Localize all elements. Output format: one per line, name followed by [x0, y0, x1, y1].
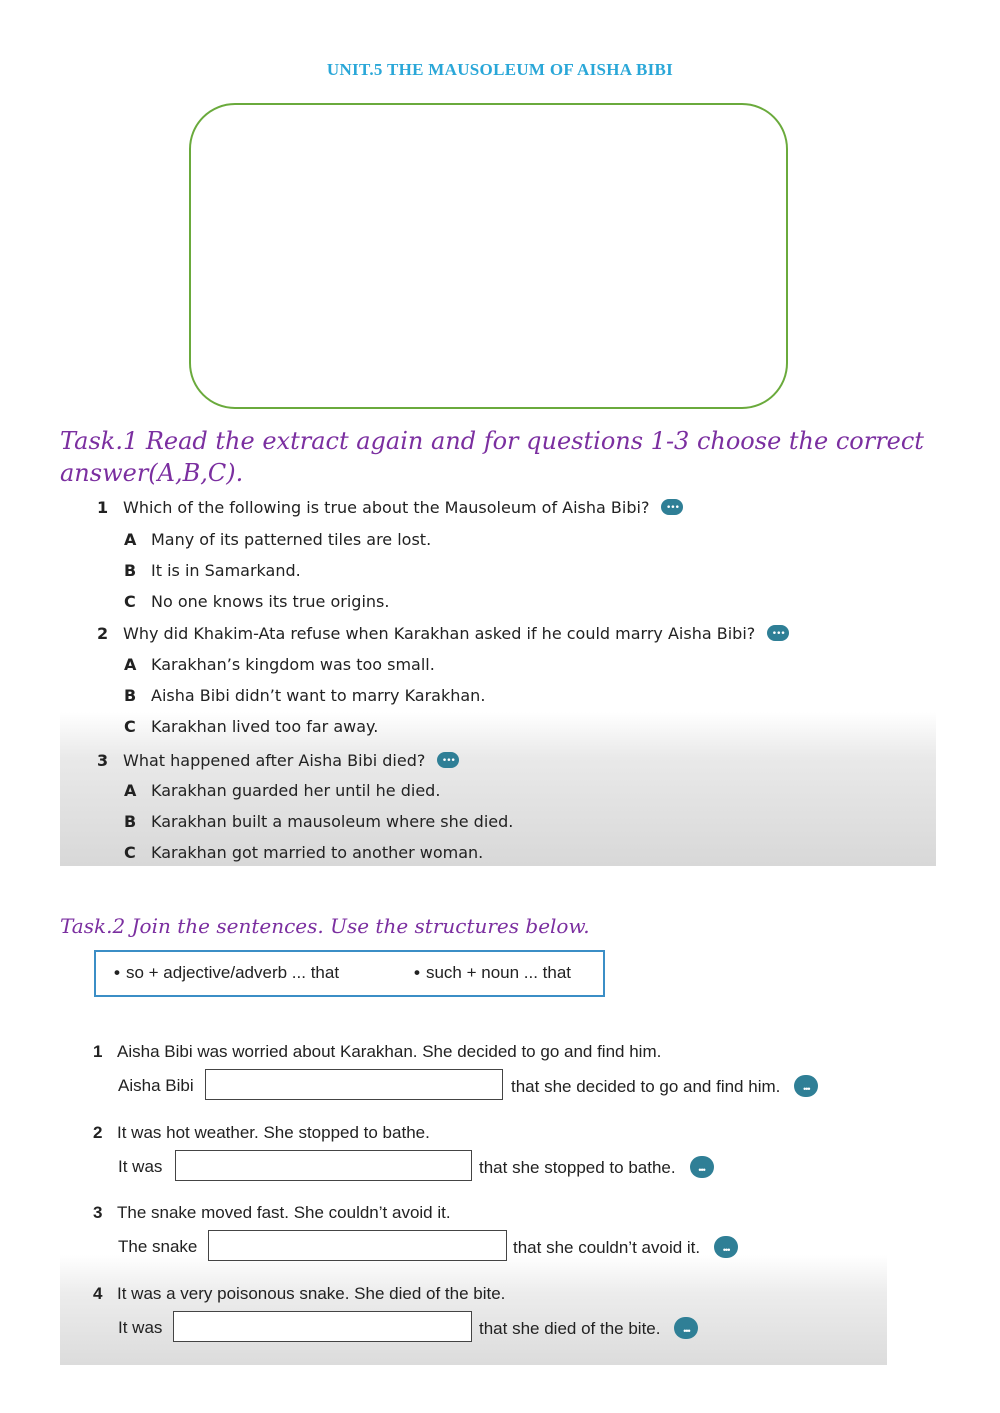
speech-bubble-icon[interactable]: [674, 1317, 698, 1339]
sentence-text: The snake moved fast. She couldn’t avoid it.: [117, 1203, 451, 1222]
option-text: Aisha Bibi didn’t want to marry Karakhan.: [151, 686, 486, 705]
suffix-text: that she couldn’t avoid it.: [513, 1238, 701, 1257]
option-letter: B: [124, 812, 137, 831]
item-4-prefix: It was: [118, 1318, 163, 1337]
suffix-text: that she died of the bite.: [479, 1319, 661, 1338]
structure-text: so + adjective/adverb ... that: [125, 963, 340, 982]
item-1-sentence: [93, 1041, 661, 1063]
speech-bubble-icon[interactable]: [794, 1075, 818, 1097]
option-letter: A: [124, 530, 137, 549]
item-number: 4: [93, 1284, 103, 1303]
item-number: 3: [93, 1203, 103, 1222]
speech-bubble-icon[interactable]: [690, 1156, 714, 1178]
option-3a[interactable]: [124, 780, 440, 802]
option-text: Karakhan built a mausoleum where she died.: [151, 812, 514, 831]
answer-input-2[interactable]: [175, 1150, 472, 1181]
sentence-text: It was a very poisonous snake. She died of the bite.: [117, 1284, 506, 1303]
item-number: 1: [93, 1042, 103, 1061]
option-text: Karakhan’s kingdom was too small.: [151, 655, 435, 674]
question-3: [97, 750, 459, 772]
item-4-sentence: [93, 1283, 505, 1305]
bullet: •: [414, 963, 420, 982]
option-1c[interactable]: [124, 591, 389, 613]
structure-item: [414, 963, 571, 983]
option-text: Many of its patterned tiles are lost.: [151, 530, 432, 549]
speech-bubble-icon[interactable]: [661, 499, 683, 515]
item-4-suffix: [479, 1317, 698, 1340]
shaded-region: [60, 1255, 887, 1365]
item-2-suffix: [479, 1156, 714, 1179]
speech-bubble-icon[interactable]: [437, 752, 459, 768]
item-1-prefix: Aisha Bibi: [118, 1076, 194, 1095]
option-3c[interactable]: [124, 842, 483, 864]
structures-box: [94, 950, 605, 997]
option-2b[interactable]: [124, 685, 485, 707]
sentence-text: It was hot weather. She stopped to bathe.: [117, 1123, 430, 1142]
question-text: Why did Khakim-Ata refuse when Karakhan asked if he could marry Aisha Bibi?: [123, 624, 756, 643]
item-2-prefix: It was: [118, 1157, 163, 1176]
question-number: 2: [97, 624, 109, 643]
option-text: It is in Samarkand.: [151, 561, 301, 580]
media-placeholder-frame[interactable]: [189, 103, 788, 409]
item-number: 2: [93, 1123, 103, 1142]
option-2a[interactable]: [124, 654, 435, 676]
option-letter: C: [124, 592, 136, 611]
sentence-text: Aisha Bibi was worried about Karakhan. She decided to go and find him.: [117, 1042, 662, 1061]
answer-input-1[interactable]: [205, 1069, 503, 1100]
question-number: 3: [97, 751, 109, 770]
speech-bubble-icon[interactable]: [714, 1236, 738, 1258]
task1-heading: Task.1 Read the extract again and for questions 1-3 choose the correct answer(A,B,C).: [60, 427, 924, 487]
option-text: Karakhan lived too far away.: [151, 717, 379, 736]
option-1b[interactable]: [124, 560, 301, 582]
structure-text: such + noun ... that: [425, 963, 572, 982]
question-text: Which of the following is true about the Mausoleum of Aisha Bibi?: [123, 498, 650, 517]
option-text: Karakhan guarded her until he died.: [151, 781, 441, 800]
option-letter: B: [124, 686, 137, 705]
option-1a[interactable]: [124, 529, 431, 551]
option-letter: A: [124, 781, 137, 800]
task2-heading: Task.2 Join the sentences. Use the structures below.: [60, 914, 590, 938]
option-letter: B: [124, 561, 137, 580]
suffix-text: that she stopped to bathe.: [479, 1158, 676, 1177]
question-text: What happened after Aisha Bibi died?: [123, 751, 426, 770]
option-3b[interactable]: [124, 811, 513, 833]
structure-item: [114, 963, 339, 983]
speech-bubble-icon[interactable]: [767, 625, 789, 641]
page-title: UNIT.5 THE MAUSOLEUM OF AISHA BIBI: [326, 60, 674, 79]
question-2: [97, 623, 789, 645]
option-letter: A: [124, 655, 137, 674]
question-1: [97, 497, 683, 519]
option-letter: C: [124, 843, 136, 862]
suffix-text: that she decided to go and find him.: [511, 1077, 781, 1096]
answer-input-4[interactable]: [173, 1311, 472, 1342]
option-letter: C: [124, 717, 136, 736]
answer-input-3[interactable]: [208, 1230, 507, 1261]
option-text: Karakhan got married to another woman.: [151, 843, 484, 862]
item-3-prefix: The snake: [118, 1237, 198, 1256]
item-1-suffix: [511, 1075, 818, 1098]
bullet: •: [114, 963, 120, 982]
item-2-sentence: [93, 1122, 430, 1144]
option-2c[interactable]: [124, 716, 378, 738]
question-number: 1: [97, 498, 109, 517]
item-3-suffix: [513, 1236, 738, 1259]
option-text: No one knows its true origins.: [151, 592, 390, 611]
item-3-sentence: [93, 1202, 451, 1224]
